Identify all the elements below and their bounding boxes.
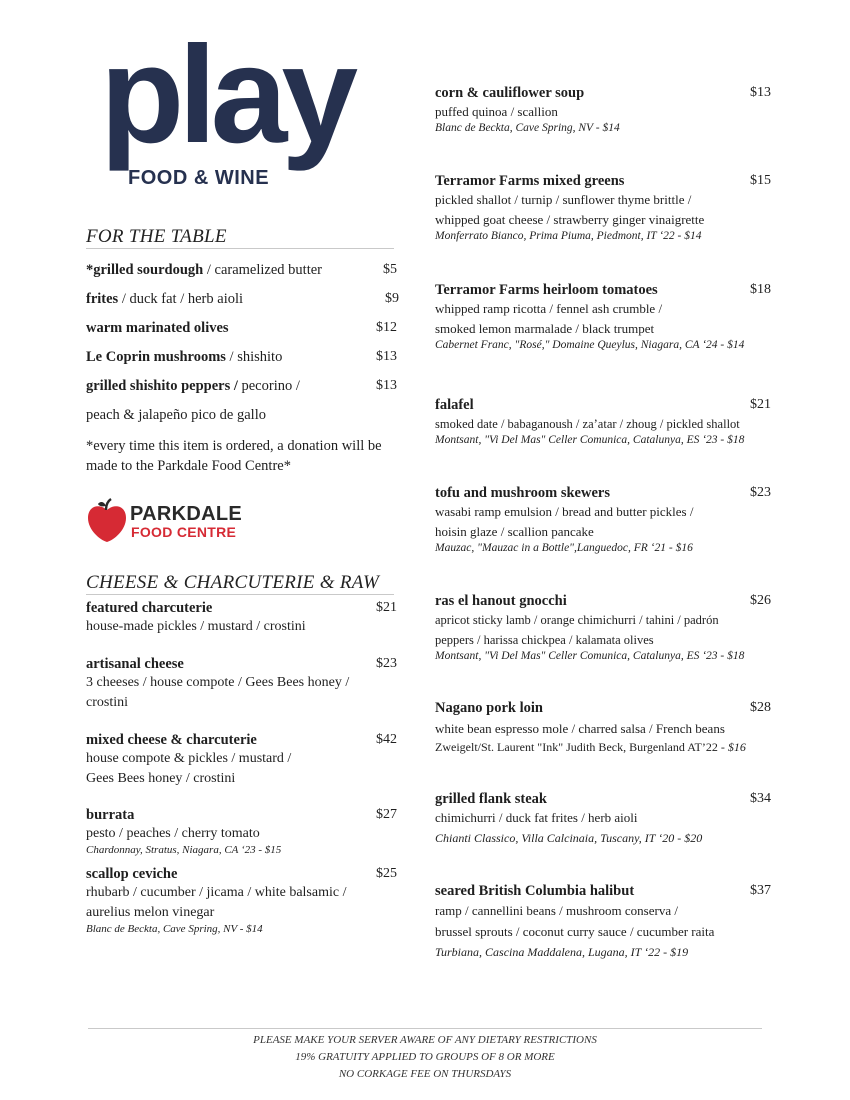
item-name: Nagano pork loin [435,700,543,716]
menu-item [86,320,397,337]
item-desc: / shishito [225,349,283,365]
footer-divider [88,1028,762,1029]
item-desc: whipped ramp ricotta / fennel ash crumble / [435,301,663,316]
parkdale-subtitle: FOOD CENTRE [131,524,237,540]
item-desc: pecorino / [237,378,300,394]
item-desc: puffed quinoa / scallion [435,104,558,119]
wine-pairing: Montsant, "Vi Del Mas" Celler Comunica, Catalunya, ES ‘23 - $18 [435,434,745,446]
donation-note: *every time this item is ordered, a donation will be made to the Parkdale Food Centre* [86,438,382,474]
item-name: grilled shishito peppers / [86,378,238,394]
menu-item [435,791,771,846]
wine-pairing [435,740,771,755]
wine-pairing: Monferrato Bianco, Prima Piuma, Piedmont, IT ‘22 - $14 [435,230,702,242]
item-desc: crostini [86,695,128,710]
item-name: Terramor Farms mixed greens [435,173,625,189]
item-price: $27 [376,807,397,822]
wine-pairing-price: $16 [727,740,746,754]
item-price: $5 [383,262,397,277]
apple-icon [86,498,128,544]
item-desc: pesto / peaches / cherry tomato [86,826,260,841]
item-desc: hoisin glaze / scallion pancake [435,524,594,539]
section-title-cheese: CHEESE & CHARCUTERIE & RAW [86,572,380,593]
section-divider [86,594,394,595]
item-price: $9 [385,291,399,306]
item-price: $13 [376,378,397,393]
menu-item [86,262,397,279]
item-name: Terramor Farms heirloom tomatoes [435,282,658,298]
item-desc: wasabi ramp emulsion / bread and butter pickles / [435,504,694,519]
item-desc-continued: peach & jalapeño pico de gallo [86,407,266,423]
item-price: $21 [750,397,771,412]
item-name: *grilled sourdough [86,262,204,278]
item-name: burrata [86,807,135,823]
menu-item [86,291,399,308]
item-desc: 3 cheeses / house compote / Gees Bees honey / [86,675,350,690]
item-name: mixed cheese & charcuterie [86,732,257,748]
menu-item [86,378,397,395]
menu-item [86,656,397,713]
item-desc: pickled shallot / turnip / sunflower thyme brittle / [435,192,692,207]
item-price: $37 [750,883,771,898]
item-desc: / duck fat / herb aioli [118,291,244,307]
item-desc: house-made pickles / mustard / crostini [86,619,306,634]
footer-corkage-note: NO CORKAGE FEE ON THURSDAYS [338,1068,512,1080]
item-desc: smoked date / babaganoush / za’atar / zhoug / pickled shallot [435,417,740,431]
item-name: falafel [435,397,474,413]
item-desc: aurelius melon vinegar [86,905,215,920]
wine-pairing: Cabernet Franc, "Rosé," Domaine Queylus, Niagara, CA ‘24 - $14 [435,339,745,351]
footer-gratuity-note: 19% GRATUITY APPLIED TO GROUPS OF 8 OR MORE [295,1051,555,1063]
item-price: $26 [750,593,771,608]
item-desc: brussel sprouts / coconut curry sauce / cucumber raita [435,924,715,939]
item-price: $23 [750,485,771,500]
item-price: $12 [376,320,397,335]
menu-item [435,173,771,242]
item-name: frites [86,291,119,307]
menu-item [86,732,397,789]
menu-item [86,807,397,856]
item-price: $18 [750,282,771,297]
menu-item [435,397,771,446]
item-desc: / caramelized butter [203,262,322,278]
item-name: warm marinated olives [86,320,229,336]
item-desc: house compote & pickles / mustard / [86,751,292,766]
item-name: ras el hanout gnocchi [435,593,567,609]
item-desc: chimichurri / duck fat frites / herb aioli [435,810,638,825]
item-price: $13 [376,349,397,364]
menu-item [435,85,771,134]
item-desc: smoked lemon marmalade / black trumpet [435,321,655,336]
parkdale-name: PARKDALE [130,503,243,525]
menu-item [86,349,397,366]
menu-item [435,593,771,662]
item-name: corn & cauliflower soup [435,85,585,101]
item-price: $42 [376,732,397,747]
section-divider [86,248,394,249]
item-price: $15 [750,173,771,188]
item-name: artisanal cheese [86,656,184,672]
item-desc: rhubarb / cucumber / jicama / white balsamic / [86,885,347,900]
wine-pairing: Mauzac, "Mauzac in a Bottle",Languedoc, FR ‘21 - $16 [435,542,693,554]
item-price: $28 [750,700,771,715]
logo-wordmark: play [100,18,353,172]
item-desc: ramp / cannellini beans / mushroom conserva / [435,903,678,918]
section-title-for-the-table: FOR THE TABLE [86,226,227,247]
wine-pairing-text: Zweigelt/St. Laurent "Ink" Judith Beck, Burgenland AT’22 - [435,740,728,754]
menu-item [86,866,397,935]
item-name: Le Coprin mushrooms [86,349,226,365]
wine-pairing: Chardonnay, Stratus, Niagara, CA ‘23 - $15 [86,844,282,856]
item-name: featured charcuterie [86,600,213,616]
item-desc: white bean espresso mole / charred salsa / French beans [435,721,725,736]
wine-pairing: Turbiana, Cascina Maddalena, Lugana, IT ‘22 - $19 [435,945,689,959]
menu-item [435,700,771,755]
item-name: scallop ceviche [86,866,178,882]
logo-subtitle: FOOD & WINE [128,167,270,189]
item-desc: whipped goat cheese / strawberry ginger vinaigrette [435,212,705,227]
item-price: $34 [750,791,771,806]
item-price: $23 [376,656,397,671]
item-desc: Gees Bees honey / crostini [86,771,236,786]
item-name: grilled flank steak [435,791,547,807]
item-price: $21 [376,600,397,615]
wine-pairing: Montsant, "Vi Del Mas" Celler Comunica, Catalunya, ES ‘23 - $18 [435,650,745,662]
menu-item [435,883,771,960]
footer-dietary-note: PLEASE MAKE YOUR SERVER AWARE OF ANY DIETARY RESTRICTIONS [253,1034,597,1046]
item-price: $13 [750,85,771,100]
item-price: $25 [376,866,397,881]
menu-item [86,600,397,637]
item-name: tofu and mushroom skewers [435,485,610,501]
item-desc: peppers / harissa chickpea / kalamata olives [435,633,654,647]
item-name: seared British Columbia halibut [435,883,635,899]
wine-pairing: Blanc de Beckta, Cave Spring, NV - $14 [435,122,620,134]
wine-pairing: Chianti Classico, Villa Calcinaia, Tuscany, IT ‘20 - $20 [435,831,703,845]
menu-item [435,485,771,554]
menu-item [435,282,771,351]
wine-pairing: Blanc de Beckta, Cave Spring, NV - $14 [86,923,263,935]
item-desc: apricot sticky lamb / orange chimichurri / tahini / padrón [435,613,719,627]
